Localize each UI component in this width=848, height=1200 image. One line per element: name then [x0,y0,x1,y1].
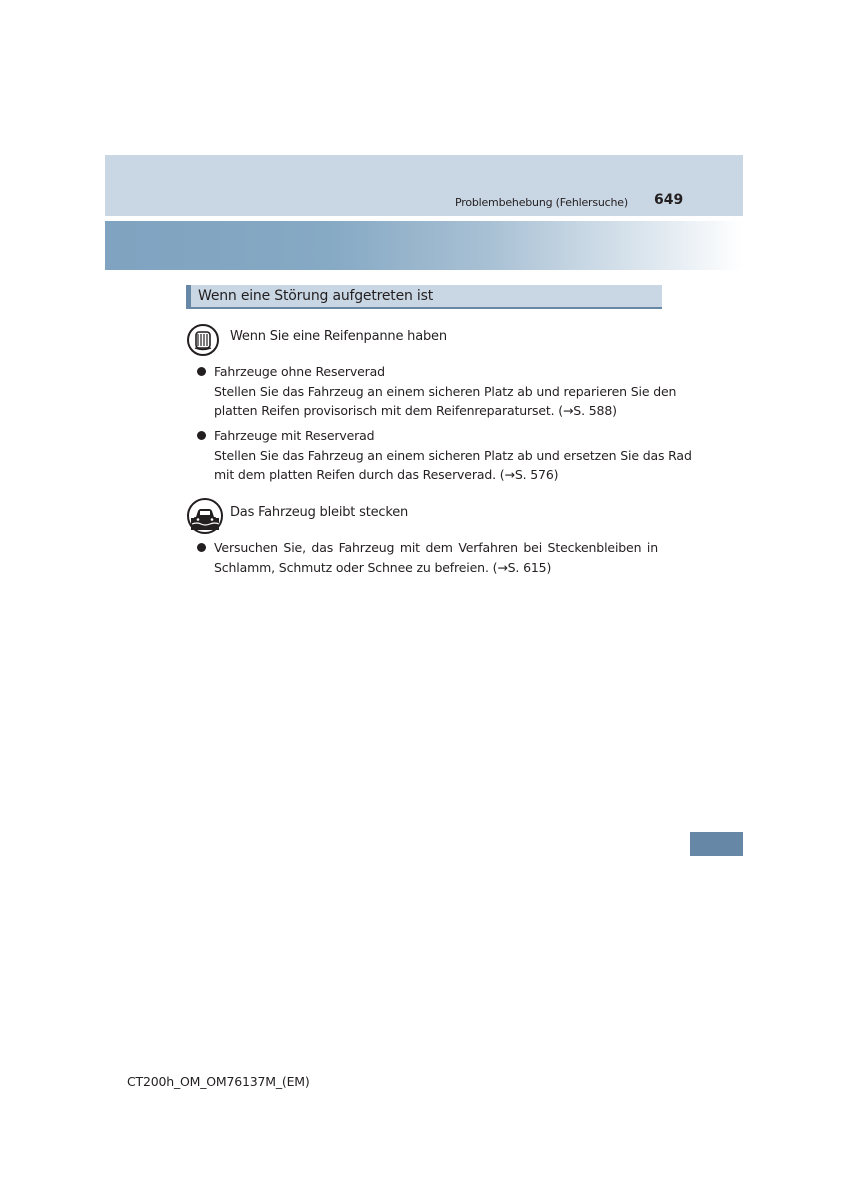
list-item-text-line: Versuchen Sie, das Fahrzeug mit dem Verfahren bei Steckenbleiben in [214,540,658,555]
list-item-title: Fahrzeuge mit Reserverad [214,428,375,443]
flat-tire-heading: Wenn Sie eine Reifenpanne haben [230,329,447,344]
stuck-car-icon [187,498,223,534]
bullet-icon [197,543,206,552]
tire-icon [187,324,219,356]
chapter-gradient-band [105,221,743,270]
list-item-title: Fahrzeuge ohne Reserverad [214,364,385,379]
document-code: CT200h_OM_OM76137M_(EM) [127,1074,310,1089]
list-item [197,538,658,577]
section-heading [186,285,662,309]
list-item-text: mit dem platten Reifen durch das Reserverad. (→S. 576) [214,467,559,482]
bullet-icon [197,431,206,440]
running-header-section: Problembehebung (Fehlersuche) [455,196,628,209]
list-item-text: Stellen Sie das Fahrzeug an einem sicheren Platz ab und ersetzen Sie das Rad [214,447,692,463]
stuck-heading: Das Fahrzeug bleibt stecken [230,505,409,520]
section-heading-label: Wenn eine Störung aufgetreten ist [198,288,433,304]
list-item-text [214,538,658,558]
list-item [197,426,692,485]
list-item-text: platten Reifen provisorisch mit dem Reifenreparaturset. (→S. 588) [214,403,617,418]
list-item [197,362,677,421]
header-band [105,155,743,216]
page-number: 649 [654,192,684,208]
list-item-text: Stellen Sie das Fahrzeug an einem sicheren Platz ab und reparieren Sie den [214,383,677,399]
list-item-text: Schlamm, Schmutz oder Schnee zu befreien. (→S. 615) [214,559,552,575]
chapter-tab [690,832,743,856]
bullet-icon [197,367,206,376]
